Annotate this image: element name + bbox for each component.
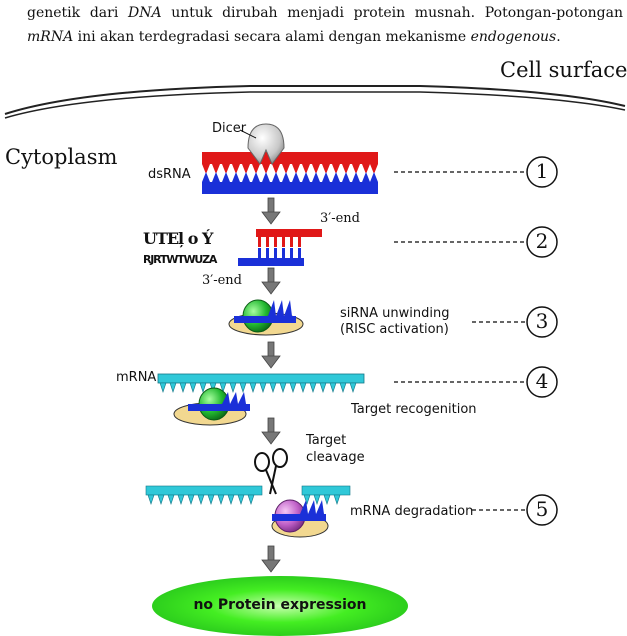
sirna-duplex <box>238 229 322 266</box>
dicer-label: Dicer <box>212 121 247 136</box>
dashed-connectors <box>394 172 528 510</box>
three-end-top-label: 3′-end <box>320 211 361 226</box>
cell-membrane <box>5 86 625 114</box>
three-end-bottom-label: 3′-end <box>202 273 243 288</box>
dsrna-duplex <box>202 152 378 194</box>
arrow-down-icon <box>262 198 280 224</box>
cell-surface-label: Cell surface <box>500 58 627 82</box>
word: musnah. <box>414 5 476 21</box>
risc-activation-label: (RISC activation) <box>340 322 449 337</box>
word: dari <box>89 5 119 21</box>
word: untuk <box>171 5 213 21</box>
mrna-fragment-left <box>146 486 262 504</box>
mrna-fragment-right <box>302 486 350 504</box>
paragraph-text: ini akan terdegradasi secara alami dengan mekanisme <box>73 29 471 45</box>
risc-complex-3 <box>229 300 303 335</box>
word: menjadi <box>287 5 344 21</box>
word-italic: DNA <box>127 5 162 21</box>
step-number: 1 <box>535 159 549 183</box>
target-cleavage-label-2: cleavage <box>306 450 365 465</box>
garbled-label-1: UTEļ o Ý <box>143 229 213 248</box>
target-cleavage-label-1: Target <box>306 433 347 448</box>
risc-complex-4 <box>174 388 250 425</box>
italic-term: endogenous <box>470 29 557 45</box>
step-number: 2 <box>535 229 549 253</box>
target-recognition-label: Target recogenition <box>351 402 477 417</box>
word: protein <box>353 5 406 21</box>
italic-term: mRNA <box>27 29 74 45</box>
step-number: 5 <box>535 497 549 521</box>
step-number: 3 <box>535 309 549 333</box>
mrna-label: mRNA <box>116 370 157 385</box>
period: . <box>556 29 561 45</box>
sirna-unwinding-label: siRNA unwinding <box>340 306 450 321</box>
risc-complex-5 <box>272 500 328 537</box>
arrow-down-icon <box>262 342 280 368</box>
no-protein-label: no Protein expression <box>193 597 367 613</box>
dsrna-label: dsRNA <box>148 167 191 182</box>
mrna-strand <box>158 374 364 392</box>
step-number: 4 <box>535 369 549 393</box>
arrow-down-icon <box>262 418 280 444</box>
step-circles <box>527 157 557 525</box>
cytoplasm-label: Cytoplasm <box>5 145 118 169</box>
arrow-down-icon <box>262 546 280 572</box>
word: genetik <box>27 5 81 21</box>
mrna-degradation-label: mRNA degradation <box>350 504 474 519</box>
word: dirubah <box>222 5 278 21</box>
arrow-down-icon <box>262 268 280 294</box>
garbled-label-2: RJRTWTWUZA <box>143 253 217 266</box>
word: Potongan-potongan <box>484 5 623 21</box>
